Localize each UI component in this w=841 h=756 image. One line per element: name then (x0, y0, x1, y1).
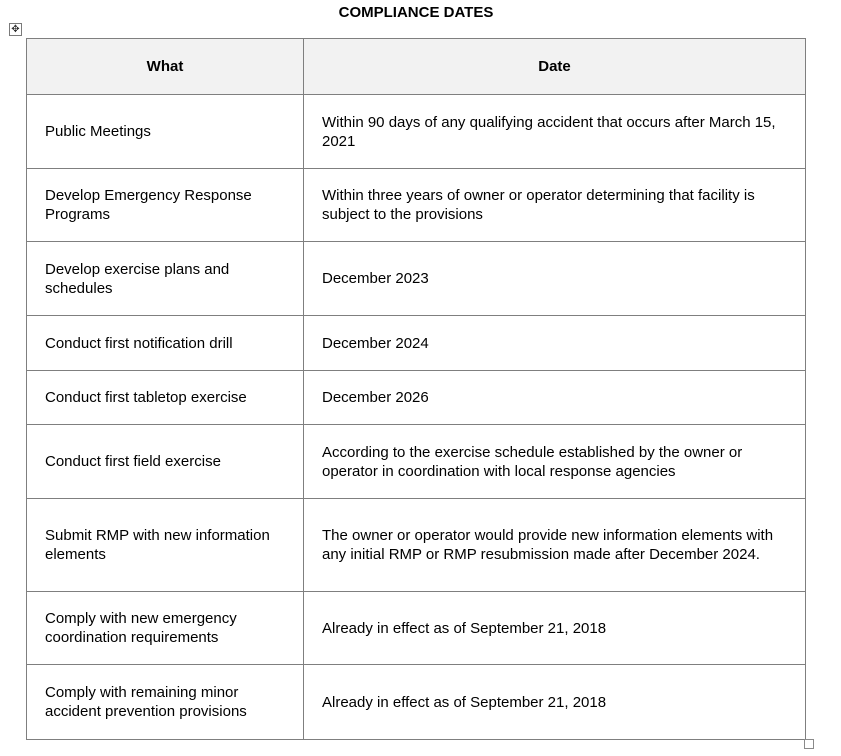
date-cell: Already in effect as of September 21, 2018 (304, 592, 806, 665)
what-cell: Develop Emergency Response Programs (27, 169, 304, 242)
table-row (27, 499, 806, 592)
column-header-date: Date (304, 39, 806, 95)
table-row (27, 316, 806, 371)
date-cell: According to the exercise schedule established by the owner or operator in coordination with local response agencies (304, 425, 806, 499)
what-cell: Conduct first field exercise (27, 425, 304, 499)
what-cell: Develop exercise plans and schedules (27, 242, 304, 316)
what-cell: Public Meetings (27, 95, 304, 169)
what-cell: Comply with remaining minor accident prevention provisions (27, 665, 304, 740)
table-row (27, 592, 806, 665)
table-row (27, 371, 806, 425)
date-cell: Within three years of owner or operator determining that facility is subject to the provisions (304, 169, 806, 242)
table-row (27, 665, 806, 740)
date-cell: Within 90 days of any qualifying accident that occurs after March 15, 2021 (304, 95, 806, 169)
what-cell: Conduct first tabletop exercise (27, 371, 304, 425)
column-header-what: What (27, 39, 304, 95)
date-cell: December 2026 (304, 371, 806, 425)
what-cell: Submit RMP with new information elements (27, 499, 304, 592)
table-row (27, 95, 806, 169)
table-row (27, 242, 806, 316)
date-cell: Already in effect as of September 21, 2018 (304, 665, 806, 740)
compliance-dates-table (26, 38, 806, 740)
table-row (27, 169, 806, 242)
date-cell: December 2024 (304, 316, 806, 371)
table-move-handle-icon[interactable]: ✥ (9, 23, 22, 36)
date-cell: The owner or operator would provide new information elements with any initial RMP or RMP resubmission made after December 2024. (304, 499, 806, 592)
what-cell: Comply with new emergency coordination requirements (27, 592, 304, 665)
table-resize-handle[interactable] (804, 739, 814, 749)
what-cell: Conduct first notification drill (27, 316, 304, 371)
table-header-row (27, 39, 806, 95)
date-cell: December 2023 (304, 242, 806, 316)
table-row (27, 425, 806, 499)
document-title: COMPLIANCE DATES (338, 4, 494, 21)
